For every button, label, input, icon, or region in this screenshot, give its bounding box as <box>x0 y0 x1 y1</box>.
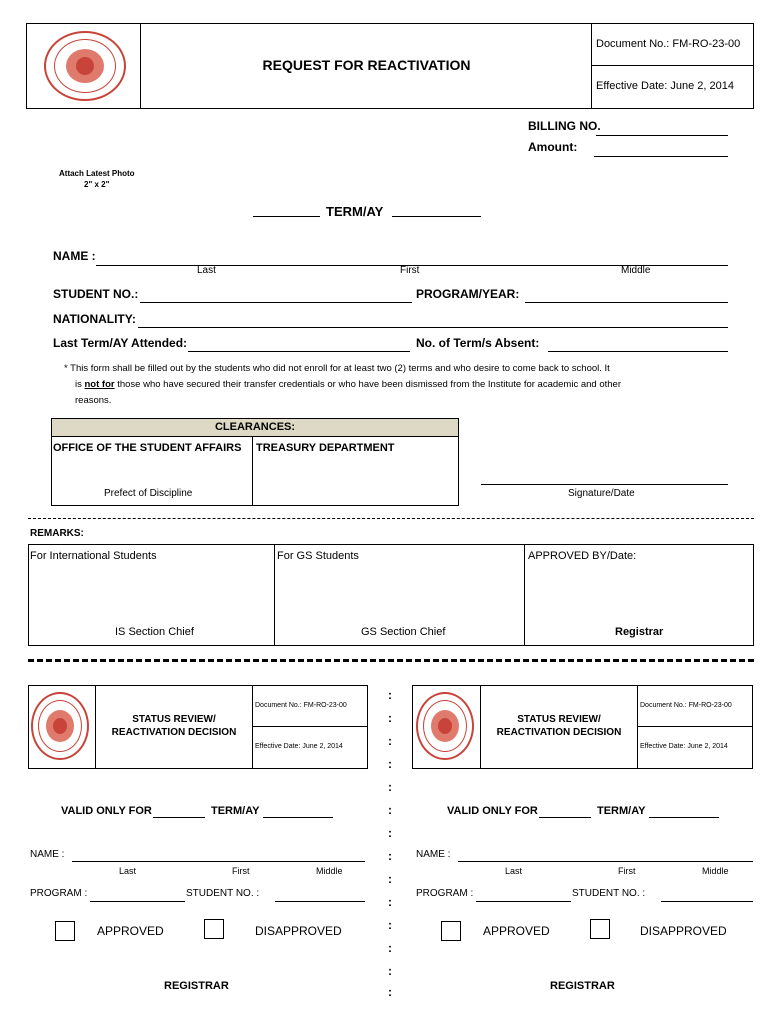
header-divider-right <box>591 23 592 109</box>
student-number-label: STUDENT NO.: <box>53 287 139 301</box>
clearances-title: CLEARANCES: <box>214 421 296 433</box>
header-divider-left <box>140 23 141 109</box>
slip-ay-field[interactable] <box>649 817 719 818</box>
program-year-label: PROGRAM/YEAR: <box>416 287 520 301</box>
note-line-1: * This form shall be filled out by the students who did not enroll for at least two (2) terms and who desire to come back to school. It <box>64 363 610 374</box>
cut-line <box>28 659 754 662</box>
approved-checkbox[interactable] <box>55 921 75 941</box>
vertical-cut-mark: : <box>388 985 392 999</box>
slip-header-divider-right <box>252 685 253 769</box>
student-number-field[interactable] <box>140 302 412 303</box>
form-title: REQUEST FOR REACTIVATION <box>262 57 471 73</box>
slip-last-caption: Last <box>505 866 523 876</box>
note-emphasis: not for <box>84 379 115 390</box>
vertical-cut-mark: : <box>388 872 392 886</box>
gs-section-chief-caption: GS Section Chief <box>361 626 446 638</box>
slip-program-field[interactable] <box>476 901 571 902</box>
remarks-divider-2 <box>524 544 525 646</box>
slip-registrar-caption: REGISTRAR <box>550 980 615 992</box>
slip-title-line-2: REACTIVATION DECISION <box>111 727 237 738</box>
approved-label: APPROVED <box>97 924 164 938</box>
slip-student-number-field[interactable] <box>661 901 753 902</box>
slip-name-label: NAME : <box>30 849 65 860</box>
billing-number-field[interactable] <box>596 135 728 136</box>
slip-ay-field[interactable] <box>263 817 333 818</box>
name-last-caption: Last <box>197 265 216 276</box>
slip-middle-caption: Middle <box>702 866 729 876</box>
slip-program-label: PROGRAM : <box>30 888 88 899</box>
note-line-2-pre: is <box>75 379 85 390</box>
document-number: Document No.: FM-RO-23-00 <box>596 38 741 50</box>
vertical-cut-mark: : <box>388 918 392 932</box>
slip-student-number-label: STUDENT NO. : <box>572 888 646 899</box>
slip-effective-date: Effective Date: June 2, 2014 <box>640 743 728 750</box>
vertical-cut-mark: : <box>388 688 392 702</box>
slip-effective-date: Effective Date: June 2, 2014 <box>255 743 343 750</box>
clearances-divider <box>252 437 253 506</box>
slip-title-line-1: STATUS REVIEW/ <box>132 714 216 725</box>
ay-field[interactable] <box>392 216 481 217</box>
remarks-divider-1 <box>274 544 275 646</box>
vertical-cut-mark: : <box>388 711 392 725</box>
terms-absent-label: No. of Term/s Absent: <box>416 336 540 350</box>
term-ay-label: TERM/AY <box>326 204 384 219</box>
slip-document-number: Document No.: FM-RO-23-00 <box>255 702 347 709</box>
vertical-cut-mark: : <box>388 780 392 794</box>
note-line-2 <box>75 379 621 390</box>
slip-name-label: NAME : <box>416 849 451 860</box>
note-line-2-post: those who have secured their transfer credentials or who have been dismissed from the Institute for academic and other <box>114 379 621 390</box>
disapproved-label: DISAPPROVED <box>640 924 727 938</box>
billing-number-label: BILLING NO. <box>528 119 601 133</box>
signature-date-caption: Signature/Date <box>568 488 635 499</box>
section-separator <box>28 518 754 519</box>
institution-seal-icon <box>416 692 474 760</box>
vertical-cut-mark: : <box>388 964 392 978</box>
osa-label: OFFICE OF THE STUDENT AFFAIRS <box>53 442 242 454</box>
slip-program-field[interactable] <box>90 901 185 902</box>
nationality-field[interactable] <box>138 327 728 328</box>
slip-title-line-1: STATUS REVIEW/ <box>517 714 601 725</box>
header-divider-mid <box>591 65 754 66</box>
slip-first-caption: First <box>232 866 250 876</box>
institution-seal-icon <box>31 692 89 760</box>
slip-term-ay-label: TERM/AY <box>597 805 646 817</box>
slip-valid-only-label: VALID ONLY FOR <box>61 805 152 817</box>
slip-student-number-label: STUDENT NO. : <box>186 888 260 899</box>
slip-name-field[interactable] <box>458 861 753 862</box>
note-line-3: reasons. <box>75 395 112 406</box>
photo-instruction: Attach Latest Photo <box>59 169 135 178</box>
slip-name-field[interactable] <box>72 861 365 862</box>
vertical-cut-mark: : <box>388 734 392 748</box>
effective-date: Effective Date: June 2, 2014 <box>596 80 734 92</box>
program-year-field[interactable] <box>525 302 728 303</box>
slip-term-field[interactable] <box>153 817 205 818</box>
slip-header-divider-mid <box>252 726 368 727</box>
international-students-label: For International Students <box>30 550 157 562</box>
last-term-attended-field[interactable] <box>188 351 410 352</box>
gs-students-label: For GS Students <box>277 550 359 562</box>
vertical-cut-mark: : <box>388 849 392 863</box>
slip-term-ay-label: TERM/AY <box>211 805 260 817</box>
amount-field[interactable] <box>594 156 728 157</box>
disapproved-checkbox[interactable] <box>204 919 224 939</box>
nationality-label: NATIONALITY: <box>53 312 136 326</box>
disapproved-label: DISAPPROVED <box>255 924 342 938</box>
slip-last-caption: Last <box>119 866 137 876</box>
signature-date-field[interactable] <box>481 484 728 485</box>
treasury-label: TREASURY DEPARTMENT <box>256 442 395 454</box>
approved-label: APPROVED <box>483 924 550 938</box>
vertical-cut-mark: : <box>388 941 392 955</box>
vertical-cut-mark: : <box>388 895 392 909</box>
registrar-caption: Registrar <box>615 626 664 638</box>
slip-header-divider-right <box>637 685 638 769</box>
approved-checkbox[interactable] <box>441 921 461 941</box>
slip-first-caption: First <box>618 866 636 876</box>
slip-student-number-field[interactable] <box>275 901 365 902</box>
photo-size: 2" x 2" <box>84 180 110 189</box>
disapproved-checkbox[interactable] <box>590 919 610 939</box>
amount-label: Amount: <box>528 140 578 154</box>
last-term-attended-label: Last Term/AY Attended: <box>53 336 188 350</box>
slip-middle-caption: Middle <box>316 866 343 876</box>
institution-seal-icon <box>44 31 126 101</box>
name-label: NAME : <box>53 249 96 263</box>
slip-header-divider-mid <box>637 726 753 727</box>
slip-document-number: Document No.: FM-RO-23-00 <box>640 702 732 709</box>
approved-by-label: APPROVED BY/Date: <box>528 550 637 562</box>
vertical-cut-mark: : <box>388 757 392 771</box>
name-first-caption: First <box>400 265 420 276</box>
is-section-chief-caption: IS Section Chief <box>115 626 194 638</box>
terms-absent-field[interactable] <box>548 351 728 352</box>
term-field[interactable] <box>253 216 320 217</box>
name-middle-caption: Middle <box>621 265 651 276</box>
vertical-cut-mark: : <box>388 803 392 817</box>
slip-title-line-2: REACTIVATION DECISION <box>496 727 622 738</box>
slip-program-label: PROGRAM : <box>416 888 474 899</box>
slip-valid-only-label: VALID ONLY FOR <box>447 805 538 817</box>
slip-term-field[interactable] <box>539 817 591 818</box>
slip-registrar-caption: REGISTRAR <box>164 980 229 992</box>
prefect-caption: Prefect of Discipline <box>104 488 193 499</box>
vertical-cut-mark: : <box>388 826 392 840</box>
remarks-label: REMARKS: <box>30 528 84 539</box>
